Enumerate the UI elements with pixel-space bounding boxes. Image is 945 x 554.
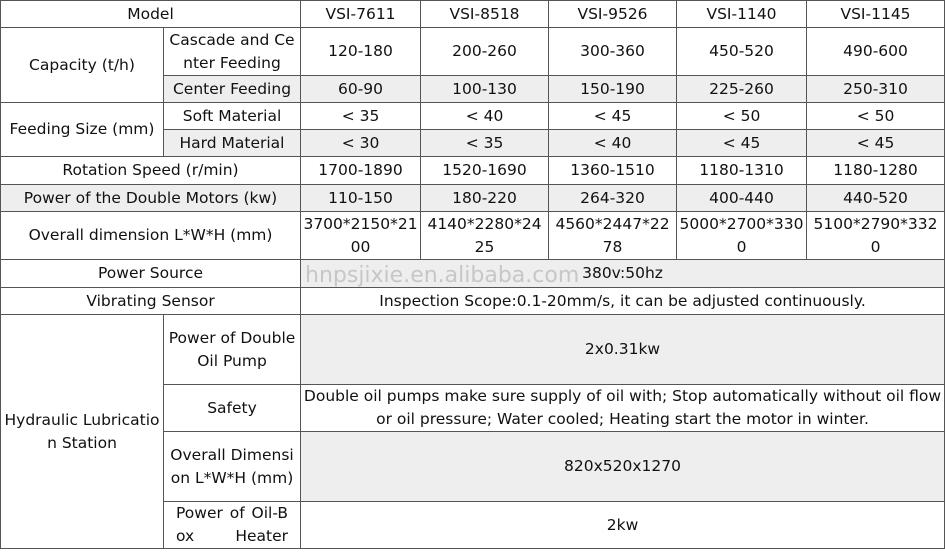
center-feeding-label: Center Feeding (164, 76, 301, 103)
dimension-value: 5100*2790*3320 (807, 212, 945, 260)
safety-value: Double oil pumps make sure supply of oil with; Stop automatically without oil flow or oil pressure; Water cooled; Heating start the motor in winter. (301, 385, 945, 432)
power-motors-value: 264-320 (549, 185, 677, 212)
capacity-cascade-value: 300-360 (549, 28, 677, 76)
feeding-soft-value: < 45 (549, 103, 677, 130)
capacity-center-value: 225-260 (677, 76, 807, 103)
model-label: Model (1, 1, 301, 28)
rotation-value: 1360-1510 (549, 157, 677, 185)
capacity-cascade-row (1, 28, 945, 76)
model-name: VSI-1140 (677, 1, 807, 28)
cascade-feeding-label: Cascade and Center Feeding (164, 28, 301, 76)
dimension-value: 4560*2447*2278 (549, 212, 677, 260)
heater-label: Power of Oil-Box Heater (164, 502, 301, 549)
rotation-value: 1700-1890 (301, 157, 421, 185)
rotation-value: 1520-1690 (421, 157, 549, 185)
feeding-soft-row (1, 103, 945, 130)
safety-label: Safety (164, 385, 301, 432)
power-source-label: Power Source (1, 260, 301, 288)
model-name: VSI-7611 (301, 1, 421, 28)
capacity-center-value: 250-310 (807, 76, 945, 103)
feeding-hard-value: < 45 (677, 130, 807, 157)
feeding-hard-value: < 30 (301, 130, 421, 157)
power-motors-label: Power of the Double Motors (kw) (1, 185, 301, 212)
dimension-value: 5000*2700*3300 (677, 212, 807, 260)
power-motors-value: 400-440 (677, 185, 807, 212)
vibrating-sensor-row (1, 288, 945, 315)
power-source-row (1, 260, 945, 288)
feeding-hard-value: < 45 (807, 130, 945, 157)
power-motors-value: 110-150 (301, 185, 421, 212)
vibrating-sensor-label: Vibrating Sensor (1, 288, 301, 315)
power-motors-value: 440-520 (807, 185, 945, 212)
rotation-speed-label: Rotation Speed (r/min) (1, 157, 301, 185)
model-name: VSI-8518 (421, 1, 549, 28)
feeding-soft-value: < 50 (677, 103, 807, 130)
model-row (1, 1, 945, 28)
hard-material-label: Hard Material (164, 130, 301, 157)
model-name: VSI-1145 (807, 1, 945, 28)
hydraulic-dimension-value: 820x520x1270 (301, 432, 945, 502)
feeding-soft-value: < 35 (301, 103, 421, 130)
oil-pump-row (1, 315, 945, 385)
rotation-value: 1180-1310 (677, 157, 807, 185)
watermark-text: hnpsjixie.en.alibaba.com (305, 263, 580, 288)
feeding-soft-value: < 40 (421, 103, 549, 130)
heater-value: 2kw (301, 502, 945, 549)
capacity-center-value: 100-130 (421, 76, 549, 103)
hydraulic-dimension-label: Overall Dimension L*W*H (mm) (164, 432, 301, 502)
overall-dimension-label: Overall dimension L*W*H (mm) (1, 212, 301, 260)
capacity-center-value: 150-190 (549, 76, 677, 103)
dimension-value: 3700*2150*2100 (301, 212, 421, 260)
power-motors-row (1, 185, 945, 212)
rotation-row (1, 157, 945, 185)
capacity-label: Capacity (t/h) (1, 28, 164, 103)
model-name: VSI-9526 (549, 1, 677, 28)
hydraulic-station-label: Hydraulic Lubrication Station (1, 315, 164, 549)
capacity-cascade-value: 450-520 (677, 28, 807, 76)
dimension-value: 4140*2280*2425 (421, 212, 549, 260)
capacity-center-value: 60-90 (301, 76, 421, 103)
feeding-soft-value: < 50 (807, 103, 945, 130)
vibrating-sensor-value: Inspection Scope:0.1-20mm/s, it can be adjusted continuously. (301, 288, 945, 315)
soft-material-label: Soft Material (164, 103, 301, 130)
rotation-value: 1180-1280 (807, 157, 945, 185)
oil-pump-value: 2x0.31kw (301, 315, 945, 385)
capacity-cascade-value: 490-600 (807, 28, 945, 76)
power-motors-value: 180-220 (421, 185, 549, 212)
capacity-cascade-value: 120-180 (301, 28, 421, 76)
feeding-hard-value: < 40 (549, 130, 677, 157)
oil-pump-label: Power of Double Oil Pump (164, 315, 301, 385)
power-source-value: 380v:50hz (301, 260, 945, 288)
dimension-row (1, 212, 945, 260)
feeding-size-label: Feeding Size (mm) (1, 103, 164, 157)
feeding-hard-value: < 35 (421, 130, 549, 157)
capacity-cascade-value: 200-260 (421, 28, 549, 76)
